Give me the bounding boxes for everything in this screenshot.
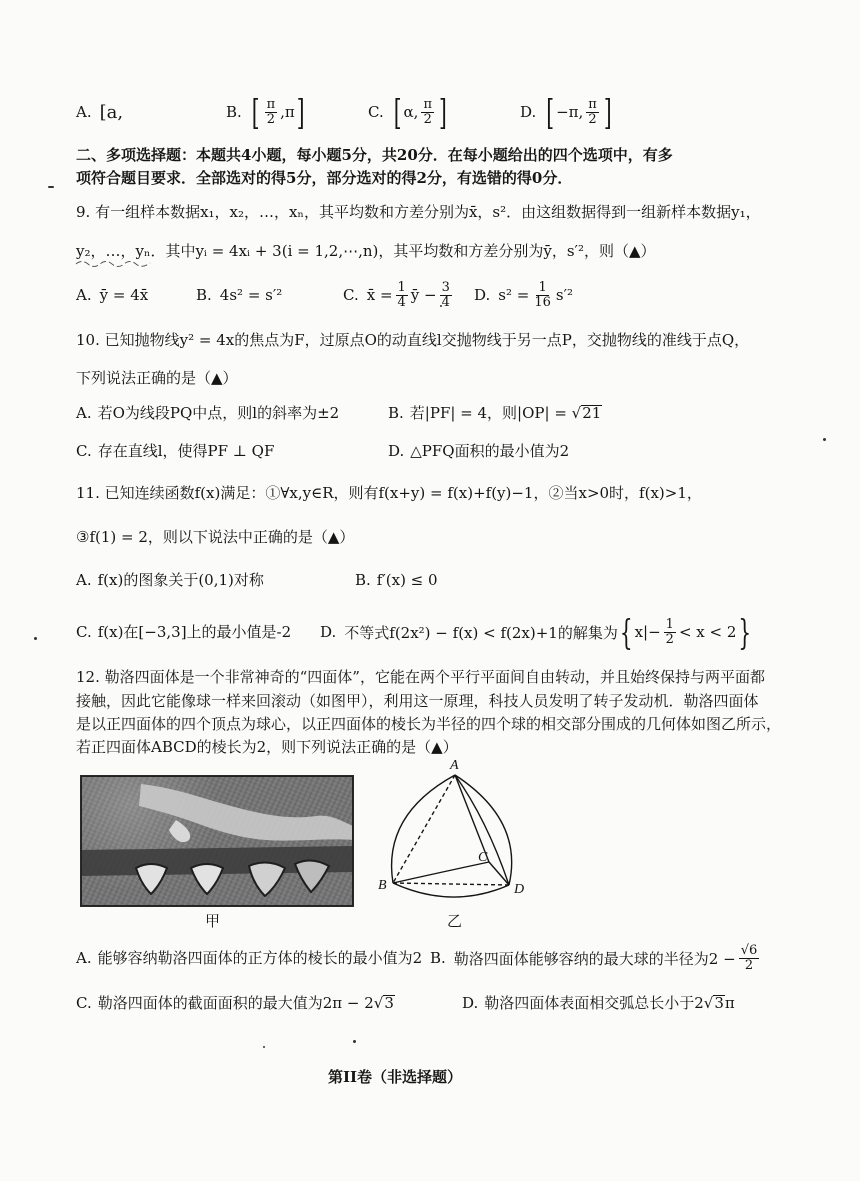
denominator: 2 [588,111,597,127]
option-label: A. [76,286,92,304]
numerator: 1 [665,616,674,632]
set-builder-start: x|− [634,623,661,641]
denominator: 2 [744,957,754,973]
scan-speck [48,186,54,188]
fraction [739,944,760,972]
close-brace: } [738,611,752,653]
option-text: ȳ = 4x̄ [99,286,149,304]
q12-option-b [430,940,762,976]
denominator: 2 [423,111,432,127]
q8-option-d [520,91,614,133]
q10-option-c [76,441,274,461]
numerator: √6 [740,942,758,958]
option-text: 若|PF| = 4，则|OP| = √ [409,404,582,422]
numerator: π [588,96,597,112]
q8-option-c [368,91,449,133]
open-brace: { [619,611,633,653]
option-label: B. [226,103,242,121]
option-text: 勒洛四面体的截面面积的最大值为2π − 2√ [97,994,384,1012]
q12-stem-line-2: 接触，因此它能像球一样来回滚动（如图甲），利用这一原理，科技人员发明了转子发动机．勒洛四面体 [76,692,759,710]
option-text: 勒洛四面体能够容纳的最大球的半径为2 − [453,949,736,968]
q10-option-a [76,403,339,423]
option-label: B. [388,404,404,422]
denominator: 4 [441,294,450,310]
q12-stem-line-1: 12. 勒洛四面体是一个非常神奇的“四面体”，它能在两个平行平面间自由转动，并且始终保持与两平面都 [76,668,765,686]
numerator: π [266,96,276,112]
vertex-label-a: A [450,758,459,773]
option-text: 勒洛四面体表面相交弧总长小于2√ [484,994,714,1012]
option-label: B. [430,949,446,967]
pencil-squiggle [76,262,150,267]
option-label: D. [462,994,479,1012]
close-bracket: ] [603,91,612,133]
photo-reuleaux-rolling [80,775,354,907]
q9-stem-line-2: y₂，…，yₙ．其中yᵢ = 4xᵢ + 3(i = 1,2,⋯,n)，其平均数和方差分别为ȳ，s′²，则（▲） [76,242,656,260]
open-bracket: [ [251,91,260,133]
option-label: A. [76,103,92,121]
numerator: 1 [538,279,547,295]
option-text: −π, [556,103,584,121]
edge-b-c [393,862,489,883]
q11-option-c [76,622,291,642]
edge-a-d [455,775,509,885]
q12-stem-line-4: 若正四面体ABCD的棱长为2，则下列说法正确的是（▲） [76,738,458,756]
option-text: s′² [555,286,573,304]
radicand: 3 [384,994,394,1012]
q9-option-a [76,277,148,313]
option-text: π [724,994,735,1012]
close-bracket: ] [438,91,447,133]
denominator: 2 [266,111,276,127]
figure-caption-jia: 甲 [205,912,221,930]
q10-option-b [388,403,602,423]
q12-option-a [76,948,422,968]
fraction [396,281,408,309]
option-text: 能够容纳勒洛四面体的正方体的棱长的最小值为2 [97,949,423,967]
q8-option-b [226,91,307,133]
option-label: D. [388,442,405,460]
option-label: B. [355,571,371,589]
q11-option-d [320,611,753,653]
denominator: 16 [534,294,551,310]
q11-option-a [76,570,264,590]
numerator: 3 [441,279,450,295]
q11-option-b [355,570,438,590]
option-label: A. [76,404,92,422]
option-text: f′(x) ≤ 0 [376,571,438,589]
option-label: C. [76,442,92,460]
option-text: f(x)在[−3,3]上的最小值是-2 [97,623,292,641]
option-label: D. [320,623,337,641]
reuleaux-tetrahedron-figure [372,760,532,900]
edge-c-d [489,862,509,885]
q10-stem-line-1: 10. 已知抛物线y² = 4x的焦点为F，过原点O的动直线l交抛物线于另一点P，交抛物线的准线于点Q， [76,331,750,349]
denominator: 2 [665,631,674,647]
denominator: 4 [397,294,406,310]
option-text: ȳ − [410,286,437,304]
open-bracket: [ [546,91,555,133]
q12-option-d [462,993,735,1013]
option-label: B. [196,286,212,304]
option-text: 存在直线l，使得PF ⊥ QF [97,442,275,460]
option-text: α, [403,103,419,121]
q9-stem-line-1: 9. 有一组样本数据x₁，x₂，…，xₙ，其平均数和方差分别为x̄，s²．由这组数据得到一组新样本数据y₁， [76,203,761,221]
vertex-label-b: B [378,878,387,893]
option-text: ,π [280,103,295,121]
option-label: A. [76,949,92,967]
scan-speck [353,1040,356,1043]
section-heading-line-1: 二、多项选择题：本题共4小题，每小题5分，共20分．在每小题给出的四个选项中，有多 [76,146,673,164]
q10-stem-line-2: 下列说法正确的是（▲） [76,369,238,387]
radicand: 21 [582,404,602,422]
close-bracket: ] [296,91,305,133]
option-text: s² = [498,286,530,304]
open-bracket: [ [393,91,402,133]
option-text: f(x)的图象关于(0,1)对称 [97,571,264,589]
option-label: C. [368,103,384,121]
reuleaux-tetrahedron-drawing [372,760,532,900]
option-label: A. [76,571,92,589]
q12-option-c [76,993,395,1013]
option-label: C. [343,286,359,304]
q9-option-d [474,277,573,313]
photo-drawing [81,776,353,906]
arc-a-b [392,775,455,883]
scan-speck [823,438,826,441]
scan-speck [34,637,37,640]
option-label: D. [520,103,537,121]
option-label: C. [76,623,92,641]
q11-stem-line-2: ③f(1) = 2，则以下说法中正确的是（▲） [76,528,355,546]
option-text: 若O为线段PQ中点，则l的斜率为±2 [97,404,340,422]
fraction [265,98,278,126]
fraction [421,98,434,126]
vertex-label-c: C [478,850,488,865]
q11-stem-line-1: 11. 已知连续函数f(x)满足：①∀x,y∈R，则有f(x+y) = f(x)+f(y)−1，②当x>0时，f(x)>1， [76,484,702,502]
q10-option-d [388,441,569,461]
option-label: C. [76,994,92,1012]
numerator: 1 [397,279,406,295]
option-text: x̄ = [366,286,393,304]
option-text: 4s² = s′² [219,286,283,304]
section-heading-line-2: 项符合题目要求．全部选对的得5分，部分选对的得2分，有选错的得0分． [76,169,573,187]
option-text: [a, [99,101,124,123]
pencil-mark [74,258,154,268]
q9-option-c [343,277,455,313]
option-label: D. [474,286,491,304]
scan-speck [440,305,442,307]
hidden-edge-b-d [393,883,509,885]
figure-caption-yi: 乙 [447,912,463,930]
q8-option-a [76,94,123,130]
option-text: 不等式f(2x²) − f(x) < f(2x)+1的解集为 [344,623,618,642]
scan-speck [263,1046,265,1048]
q12-stem-line-3: 是以正四面体的四个顶点为球心，以正四面体的棱长为半径的四个球的相交部分围成的几何体如图乙所示， [76,715,782,733]
hidden-edge-a-b [393,775,455,883]
radicand: 3 [714,994,724,1012]
fraction [664,618,676,646]
q9-option-b [196,277,282,313]
set-builder-end: < x < 2 [678,623,737,641]
fraction [586,98,599,126]
part-2-title: 第II卷（非选择题） [328,1068,463,1086]
numerator: π [423,96,432,112]
vertex-label-d: D [514,882,525,897]
fraction [532,281,553,309]
option-text: △PFQ面积的最小值为2 [410,442,570,460]
